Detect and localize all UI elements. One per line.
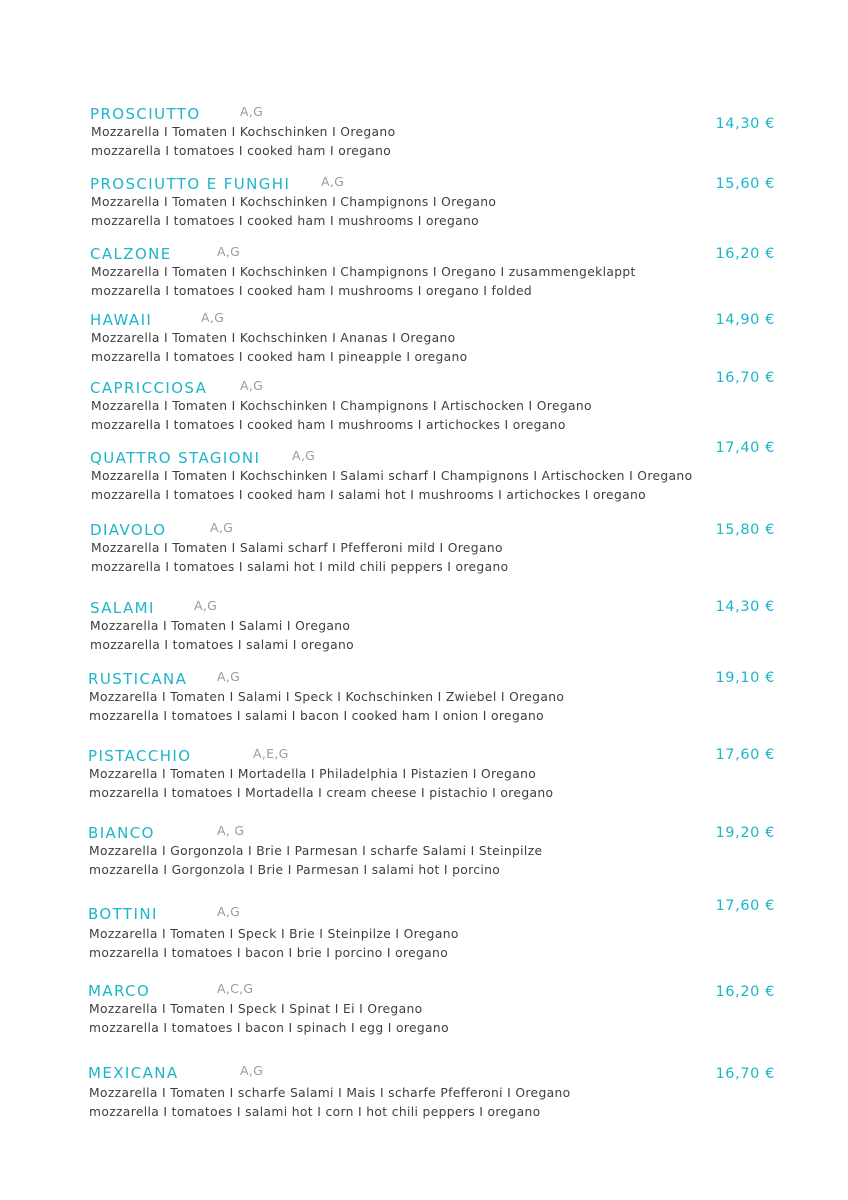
menu-item-description-en: mozzarella I tomatoes I cooked ham I oregano bbox=[91, 144, 392, 158]
menu-item-description-de: Mozzarella I Tomaten I Speck I Brie I Steinpilze I Oregano bbox=[89, 927, 459, 941]
menu-item-description-de: Mozzarella I Tomaten I Kochschinken I Champignons I Oregano bbox=[91, 195, 497, 209]
menu-item-price: 17,60 € bbox=[715, 898, 775, 914]
menu-item bbox=[0, 311, 848, 371]
menu-item-description-en: mozzarella I tomatoes I cooked ham I pineapple I oregano bbox=[91, 350, 468, 364]
menu-item bbox=[0, 440, 848, 509]
menu-item-name: CALZONE bbox=[90, 245, 172, 263]
menu-item bbox=[0, 898, 848, 965]
menu-item bbox=[0, 982, 848, 1042]
menu-item-price: 16,20 € bbox=[715, 984, 775, 1000]
menu-item-description-de: Mozzarella I Tomaten I Kochschinken I Ananas I Oregano bbox=[91, 331, 456, 345]
menu-item-price: 15,80 € bbox=[715, 522, 775, 538]
menu-item-description-de: Mozzarella I Tomaten I Kochschinken I Oregano bbox=[91, 125, 396, 139]
menu-item-price: 14,30 € bbox=[715, 116, 775, 132]
menu-item-description-en: mozzarella I Gorgonzola I Brie I Parmesan I salami hot I porcino bbox=[89, 863, 501, 877]
menu-item-allergens: A, G bbox=[217, 823, 245, 838]
menu-item-description-de: Mozzarella I Tomaten I Kochschinken I Salami scharf I Champignons I Artischocken I Oregano bbox=[91, 469, 693, 483]
menu-item-price: 17,60 € bbox=[715, 747, 775, 763]
menu-item-description-de: Mozzarella I Tomaten I Kochschinken I Champignons I Oregano I zusammengeklappt bbox=[91, 265, 636, 279]
menu-item-name: BIANCO bbox=[88, 824, 155, 842]
menu-item-price: 19,20 € bbox=[715, 825, 775, 841]
menu-item-name: MARCO bbox=[88, 982, 151, 1000]
menu-item-allergens: A,E,G bbox=[253, 746, 289, 761]
menu-item-name: CAPRICCIOSA bbox=[90, 379, 208, 397]
menu-item-description-de: Mozzarella I Tomaten I Salami I Speck I Kochschinken I Zwiebel I Oregano bbox=[89, 690, 565, 704]
menu-item-price: 14,30 € bbox=[715, 599, 775, 615]
menu-item bbox=[0, 245, 848, 305]
menu-item-description-en: mozzarella I tomatoes I salami I oregano bbox=[90, 638, 354, 652]
menu-item bbox=[0, 521, 848, 581]
menu-item-description-en: mozzarella I tomatoes I salami hot I mild chili peppers I oregano bbox=[91, 560, 509, 574]
menu-item-allergens: A,G bbox=[240, 378, 264, 393]
menu-item-description-en: mozzarella I tomatoes I cooked ham I salami hot I mushrooms I artichockes I oregano bbox=[91, 488, 647, 502]
menu-item-description-en: mozzarella I tomatoes I cooked ham I mushrooms I oregano I folded bbox=[91, 284, 533, 298]
menu-item-allergens: A,G bbox=[240, 1063, 264, 1078]
menu-item bbox=[0, 599, 848, 659]
menu-item-description-en: mozzarella I tomatoes I salami hot I corn I hot chili peppers I oregano bbox=[89, 1105, 541, 1119]
menu-item-name: PROSCIUTTO E FUNGHI bbox=[90, 175, 291, 193]
menu-item-description-en: mozzarella I tomatoes I bacon I spinach I egg I oregano bbox=[89, 1021, 449, 1035]
menu-item-allergens: A,G bbox=[217, 244, 241, 259]
menu-item-description-en: mozzarella I tomatoes I salami I bacon I cooked ham I onion I oregano bbox=[89, 709, 545, 723]
menu-item-description-en: mozzarella I tomatoes I bacon I brie I porcino I oregano bbox=[89, 946, 449, 960]
menu-item-allergens: A,G bbox=[217, 669, 241, 684]
menu-item-price: 19,10 € bbox=[715, 670, 775, 686]
menu-item bbox=[0, 747, 848, 807]
menu-item-allergens: A,G bbox=[240, 104, 264, 119]
menu-item-name: PROSCIUTTO bbox=[90, 105, 201, 123]
menu-item-price: 15,60 € bbox=[715, 176, 775, 192]
menu-item bbox=[0, 670, 848, 730]
menu-item-allergens: A,G bbox=[201, 310, 225, 325]
menu-item bbox=[0, 105, 848, 165]
menu-item-price: 14,90 € bbox=[715, 312, 775, 328]
menu-item-description-de: Mozzarella I Tomaten I Speck I Spinat I Ei I Oregano bbox=[89, 1002, 423, 1016]
menu-item-description-de: Mozzarella I Tomaten I Salami scharf I Pfefferoni mild I Oregano bbox=[91, 541, 503, 555]
menu-item bbox=[0, 370, 848, 439]
menu-item bbox=[0, 824, 848, 884]
menu-item-description-en: mozzarella I tomatoes I cooked ham I mushrooms I artichockes I oregano bbox=[91, 418, 566, 432]
menu-item-allergens: A,G bbox=[292, 448, 316, 463]
menu-item-name: RUSTICANA bbox=[88, 670, 188, 688]
menu-item bbox=[0, 1064, 848, 1124]
menu-item-allergens: A,G bbox=[321, 174, 345, 189]
menu-item-description-en: mozzarella I tomatoes I cooked ham I mushrooms I oregano bbox=[91, 214, 480, 228]
menu-item-description-de: Mozzarella I Tomaten I Kochschinken I Champignons I Artischocken I Oregano bbox=[91, 399, 592, 413]
menu-item-allergens: A,G bbox=[217, 904, 241, 919]
menu-item-name: HAWAII bbox=[90, 311, 153, 329]
menu-item-description-de: Mozzarella I Tomaten I Mortadella I Philadelphia I Pistazien I Oregano bbox=[89, 767, 537, 781]
menu-item-description-de: Mozzarella I Tomaten I scharfe Salami I Mais I scharfe Pfefferoni I Oregano bbox=[89, 1086, 571, 1100]
menu-item-price: 16,20 € bbox=[715, 246, 775, 262]
menu-item-price: 16,70 € bbox=[715, 1066, 775, 1082]
menu-item-name: BOTTINI bbox=[88, 905, 158, 923]
menu-item-allergens: A,G bbox=[210, 520, 234, 535]
menu-item-price: 16,70 € bbox=[715, 370, 775, 386]
menu-item-price: 17,40 € bbox=[715, 440, 775, 456]
menu-item-name: MEXICANA bbox=[88, 1064, 179, 1082]
menu-item-name: PISTACCHIO bbox=[88, 747, 192, 765]
menu-item-description-en: mozzarella I tomatoes I Mortadella I cream cheese I pistachio I oregano bbox=[89, 786, 554, 800]
menu-item-name: SALAMI bbox=[90, 599, 155, 617]
menu-item bbox=[0, 175, 848, 235]
menu-item-allergens: A,G bbox=[194, 598, 218, 613]
menu-item-allergens: A,C,G bbox=[217, 981, 254, 996]
menu-item-description-de: Mozzarella I Gorgonzola I Brie I Parmesan I scharfe Salami I Steinpilze bbox=[89, 844, 543, 858]
menu-item-name: QUATTRO STAGIONI bbox=[90, 449, 261, 467]
menu-item-description-de: Mozzarella I Tomaten I Salami I Oregano bbox=[90, 619, 351, 633]
menu-item-name: DIAVOLO bbox=[90, 521, 167, 539]
